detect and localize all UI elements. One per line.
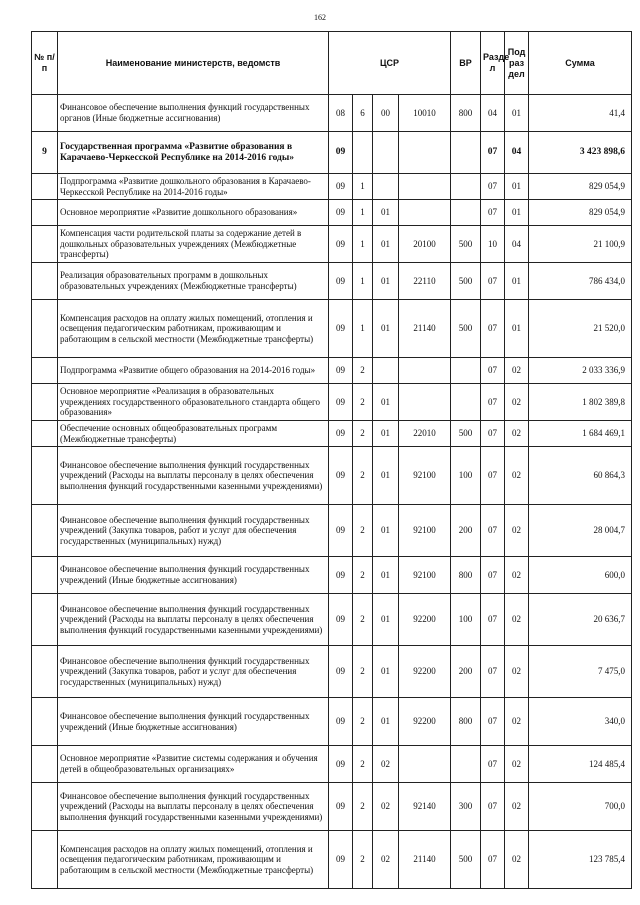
cell-num	[32, 421, 58, 447]
cell-csr-1: 09	[329, 646, 353, 698]
cell-name: Основное мероприятие «Развитие системы содержания и обучения детей в общеобразовательных организациях»	[58, 746, 329, 783]
cell-name: Реализация образовательных программ в дошкольных образовательных учреждениях (Межбюджетные трансферты)	[58, 263, 329, 300]
cell-csr-4	[399, 132, 451, 174]
cell-summa: 700,0	[529, 783, 632, 831]
cell-name: Финансовое обеспечение выполнения функций государственных учреждений (Расходы на выплаты персоналу в целях обеспечения выполнения функций государственными казенными учреждениями)	[58, 447, 329, 505]
cell-csr-2: 1	[353, 174, 373, 200]
cell-name: Государственная программа «Развитие образования в Карачаево-Черкесской Республике на 2014-2016 годы»	[58, 132, 329, 174]
cell-csr-3: 01	[373, 646, 399, 698]
header-summa: Сумма	[529, 32, 632, 95]
cell-podrazdel: 01	[505, 174, 529, 200]
cell-csr-4: 21140	[399, 300, 451, 358]
cell-csr-1: 09	[329, 831, 353, 889]
cell-num	[32, 646, 58, 698]
cell-vr: 500	[451, 263, 481, 300]
header-csr: ЦСР	[329, 32, 451, 95]
cell-csr-1: 09	[329, 358, 353, 384]
cell-name: Финансовое обеспечение выполнения функций государственных учреждений (Иные бюджетные ассигнования)	[58, 557, 329, 594]
cell-vr	[451, 384, 481, 421]
cell-vr	[451, 174, 481, 200]
cell-podrazdel: 02	[505, 831, 529, 889]
cell-csr-2: 2	[353, 831, 373, 889]
cell-csr-1: 09	[329, 746, 353, 783]
header-razdel: Разде л	[481, 32, 505, 95]
table-row	[32, 447, 632, 505]
cell-razdel: 07	[481, 447, 505, 505]
cell-razdel: 07	[481, 831, 505, 889]
cell-razdel: 07	[481, 421, 505, 447]
cell-razdel: 04	[481, 95, 505, 132]
cell-csr-2	[353, 132, 373, 174]
cell-name: Финансовое обеспечение выполнения функций государственных учреждений (Иные бюджетные ассигнования)	[58, 698, 329, 746]
cell-name: Финансовое обеспечение выполнения функций государственных учреждений (Расходы на выплаты персоналу в целях обеспечения выполнения функций государственными казенными учреждениями)	[58, 783, 329, 831]
cell-csr-2: 2	[353, 783, 373, 831]
cell-vr: 500	[451, 300, 481, 358]
cell-csr-4: 92200	[399, 594, 451, 646]
cell-num	[32, 95, 58, 132]
cell-razdel: 07	[481, 300, 505, 358]
cell-csr-3: 01	[373, 557, 399, 594]
cell-num	[32, 557, 58, 594]
cell-csr-3: 02	[373, 783, 399, 831]
cell-csr-3: 02	[373, 831, 399, 889]
cell-csr-2: 2	[353, 358, 373, 384]
cell-csr-3: 01	[373, 698, 399, 746]
header-vr: ВР	[451, 32, 481, 95]
cell-vr: 500	[451, 226, 481, 263]
cell-summa: 829 054,9	[529, 200, 632, 226]
cell-csr-3: 01	[373, 263, 399, 300]
cell-name: Компенсация части родительской платы за содержание детей в дошкольных образовательных учреждениях (Межбюджетные трансферты)	[58, 226, 329, 263]
cell-csr-4: 92200	[399, 646, 451, 698]
table-row	[32, 300, 632, 358]
cell-csr-4: 22110	[399, 263, 451, 300]
cell-name: Подпрограмма «Развитие общего образования на 2014-2016 годы»	[58, 358, 329, 384]
table-row	[32, 594, 632, 646]
cell-razdel: 07	[481, 698, 505, 746]
table-row	[32, 132, 632, 174]
cell-csr-1: 09	[329, 698, 353, 746]
page-number: 162	[314, 13, 326, 22]
cell-vr: 800	[451, 95, 481, 132]
cell-summa: 2 033 336,9	[529, 358, 632, 384]
cell-podrazdel: 02	[505, 746, 529, 783]
cell-vr: 200	[451, 646, 481, 698]
cell-csr-3	[373, 174, 399, 200]
cell-num: 9	[32, 132, 58, 174]
cell-csr-1: 09	[329, 421, 353, 447]
cell-razdel: 07	[481, 384, 505, 421]
cell-podrazdel: 01	[505, 95, 529, 132]
cell-csr-1: 09	[329, 783, 353, 831]
table-row	[32, 557, 632, 594]
cell-vr: 100	[451, 594, 481, 646]
cell-csr-1: 08	[329, 95, 353, 132]
cell-razdel: 07	[481, 746, 505, 783]
cell-vr	[451, 746, 481, 783]
cell-csr-4: 92100	[399, 505, 451, 557]
table-row	[32, 505, 632, 557]
table-header-row	[32, 32, 632, 95]
cell-summa: 124 485,4	[529, 746, 632, 783]
cell-razdel: 07	[481, 783, 505, 831]
cell-csr-3: 01	[373, 447, 399, 505]
cell-csr-1: 09	[329, 557, 353, 594]
table-row	[32, 200, 632, 226]
cell-csr-3	[373, 358, 399, 384]
cell-vr	[451, 200, 481, 226]
table-row	[32, 263, 632, 300]
cell-podrazdel: 04	[505, 132, 529, 174]
cell-podrazdel: 02	[505, 557, 529, 594]
cell-razdel: 07	[481, 646, 505, 698]
cell-csr-4	[399, 200, 451, 226]
header-name: Наименование министерств, ведомств	[58, 32, 329, 95]
cell-csr-4	[399, 384, 451, 421]
cell-csr-2: 2	[353, 421, 373, 447]
cell-csr-3: 01	[373, 594, 399, 646]
table-row	[32, 831, 632, 889]
cell-name: Основное мероприятие «Развитие дошкольного образования»	[58, 200, 329, 226]
table-row	[32, 698, 632, 746]
table-row	[32, 95, 632, 132]
cell-num	[32, 263, 58, 300]
cell-num	[32, 358, 58, 384]
cell-razdel: 07	[481, 132, 505, 174]
cell-podrazdel: 02	[505, 594, 529, 646]
table-row	[32, 783, 632, 831]
cell-csr-2: 1	[353, 300, 373, 358]
cell-vr	[451, 358, 481, 384]
header-podrazdel: Под раз дел	[505, 32, 529, 95]
header-num: № п/п	[32, 32, 58, 95]
cell-num	[32, 831, 58, 889]
cell-csr-4: 21140	[399, 831, 451, 889]
cell-csr-4	[399, 358, 451, 384]
cell-csr-1: 09	[329, 505, 353, 557]
cell-podrazdel: 01	[505, 263, 529, 300]
cell-csr-4: 10010	[399, 95, 451, 132]
cell-csr-3	[373, 132, 399, 174]
cell-podrazdel: 02	[505, 384, 529, 421]
cell-razdel: 07	[481, 358, 505, 384]
cell-summa: 20 636,7	[529, 594, 632, 646]
cell-csr-1: 09	[329, 384, 353, 421]
cell-num	[32, 594, 58, 646]
cell-summa: 3 423 898,6	[529, 132, 632, 174]
cell-vr: 500	[451, 831, 481, 889]
cell-csr-2: 2	[353, 698, 373, 746]
cell-vr: 200	[451, 505, 481, 557]
cell-name: Финансовое обеспечение выполнения функций государственных учреждений (Закупка товаров, работ и услуг для обеспечения государственных (муниципальных) нужд)	[58, 646, 329, 698]
cell-razdel: 07	[481, 557, 505, 594]
cell-csr-3: 01	[373, 384, 399, 421]
cell-vr: 800	[451, 557, 481, 594]
cell-csr-3: 00	[373, 95, 399, 132]
cell-csr-2: 2	[353, 447, 373, 505]
cell-name: Финансовое обеспечение выполнения функций государственных учреждений (Расходы на выплаты персоналу в целях обеспечения выполнения функций государственными казенными учреждениями)	[58, 594, 329, 646]
cell-csr-1: 09	[329, 300, 353, 358]
cell-vr	[451, 132, 481, 174]
cell-podrazdel: 02	[505, 421, 529, 447]
cell-podrazdel: 02	[505, 358, 529, 384]
cell-razdel: 07	[481, 174, 505, 200]
cell-name: Основное мероприятие «Реализация в образовательных учреждениях государственного образовательного стандарта общего образования»	[58, 384, 329, 421]
table-row	[32, 746, 632, 783]
cell-csr-4: 92140	[399, 783, 451, 831]
cell-podrazdel: 02	[505, 646, 529, 698]
cell-csr-2: 2	[353, 646, 373, 698]
cell-summa: 21 520,0	[529, 300, 632, 358]
cell-summa: 340,0	[529, 698, 632, 746]
cell-summa: 1 802 389,8	[529, 384, 632, 421]
cell-csr-4: 92200	[399, 698, 451, 746]
cell-summa: 7 475,0	[529, 646, 632, 698]
cell-vr: 800	[451, 698, 481, 746]
cell-summa: 829 054,9	[529, 174, 632, 200]
cell-csr-4	[399, 174, 451, 200]
cell-podrazdel: 01	[505, 200, 529, 226]
table-row	[32, 174, 632, 200]
cell-summa: 41,4	[529, 95, 632, 132]
cell-csr-2: 1	[353, 226, 373, 263]
cell-num	[32, 447, 58, 505]
cell-csr-3: 01	[373, 421, 399, 447]
table-row	[32, 384, 632, 421]
cell-razdel: 07	[481, 594, 505, 646]
table-row	[32, 226, 632, 263]
table-body	[32, 95, 632, 889]
cell-num	[32, 384, 58, 421]
cell-vr: 500	[451, 421, 481, 447]
cell-csr-4: 92100	[399, 447, 451, 505]
cell-podrazdel: 02	[505, 783, 529, 831]
cell-csr-3: 01	[373, 300, 399, 358]
cell-razdel: 07	[481, 200, 505, 226]
cell-csr-4	[399, 746, 451, 783]
cell-summa: 1 684 469,1	[529, 421, 632, 447]
cell-podrazdel: 04	[505, 226, 529, 263]
cell-csr-4: 20100	[399, 226, 451, 263]
cell-num	[32, 746, 58, 783]
cell-podrazdel: 02	[505, 447, 529, 505]
cell-name: Финансовое обеспечение выполнения функций государственных учреждений (Закупка товаров, работ и услуг для обеспечения государственных (муниципальных) нужд)	[58, 505, 329, 557]
cell-csr-2: 2	[353, 384, 373, 421]
cell-csr-2: 2	[353, 557, 373, 594]
cell-summa: 123 785,4	[529, 831, 632, 889]
table-row	[32, 421, 632, 447]
cell-name: Компенсация расходов на оплату жилых помещений, отопления и освещения педагогическим работникам, проживающим и работающим в сельской местности (Межбюджетные трансферты)	[58, 831, 329, 889]
budget-table	[31, 31, 632, 889]
table-row	[32, 646, 632, 698]
cell-csr-2: 1	[353, 200, 373, 226]
cell-num	[32, 698, 58, 746]
cell-csr-3: 02	[373, 746, 399, 783]
cell-csr-2: 6	[353, 95, 373, 132]
cell-razdel: 07	[481, 505, 505, 557]
cell-name: Подпрограмма «Развитие дошкольного образования в Карачаево-Черкесской Республике на 2014-2016 годы»	[58, 174, 329, 200]
cell-csr-1: 09	[329, 174, 353, 200]
cell-csr-4: 92100	[399, 557, 451, 594]
cell-csr-1: 09	[329, 132, 353, 174]
cell-summa: 60 864,3	[529, 447, 632, 505]
cell-name: Обеспечение основных общеобразовательных программ (Межбюджетные трансферты)	[58, 421, 329, 447]
cell-name: Компенсация расходов на оплату жилых помещений, отопления и освещения педагогическим работникам, проживающим и работающим в сельской местности (Межбюджетные трансферты)	[58, 300, 329, 358]
cell-csr-1: 09	[329, 594, 353, 646]
cell-summa: 28 004,7	[529, 505, 632, 557]
cell-csr-1: 09	[329, 263, 353, 300]
cell-csr-2: 1	[353, 263, 373, 300]
cell-num	[32, 174, 58, 200]
cell-csr-1: 09	[329, 226, 353, 263]
table-row	[32, 358, 632, 384]
cell-csr-1: 09	[329, 200, 353, 226]
cell-num	[32, 300, 58, 358]
cell-csr-3: 01	[373, 200, 399, 226]
cell-summa: 786 434,0	[529, 263, 632, 300]
cell-csr-3: 01	[373, 505, 399, 557]
cell-vr: 300	[451, 783, 481, 831]
cell-csr-2: 2	[353, 505, 373, 557]
cell-num	[32, 505, 58, 557]
cell-podrazdel: 02	[505, 505, 529, 557]
cell-num	[32, 783, 58, 831]
cell-num	[32, 226, 58, 263]
cell-summa: 600,0	[529, 557, 632, 594]
cell-csr-1: 09	[329, 447, 353, 505]
cell-csr-3: 01	[373, 226, 399, 263]
cell-csr-2: 2	[353, 594, 373, 646]
cell-podrazdel: 02	[505, 698, 529, 746]
cell-num	[32, 200, 58, 226]
cell-name: Финансовое обеспечение выполнения функций государственных органов (Иные бюджетные ассигнования)	[58, 95, 329, 132]
cell-vr: 100	[451, 447, 481, 505]
cell-razdel: 07	[481, 263, 505, 300]
cell-razdel: 10	[481, 226, 505, 263]
cell-summa: 21 100,9	[529, 226, 632, 263]
cell-csr-2: 2	[353, 746, 373, 783]
cell-csr-4: 22010	[399, 421, 451, 447]
cell-podrazdel: 01	[505, 300, 529, 358]
